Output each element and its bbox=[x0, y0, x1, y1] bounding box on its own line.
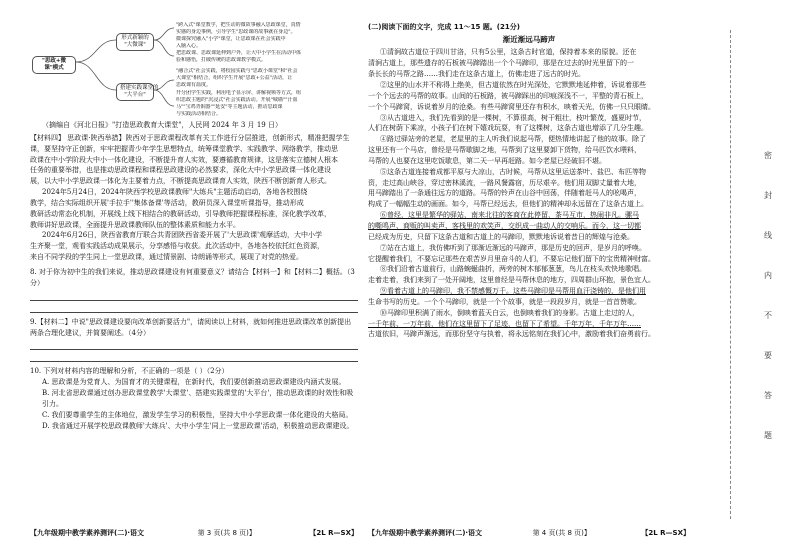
footer-page: 第 4 页(共 8 页)】 bbox=[532, 529, 591, 537]
material-line: 教研活动常态化机制，开展线上线下相结合的教研活动，引导教师把握课程标准，深化教学改革， bbox=[30, 209, 331, 218]
margin-char: 封 bbox=[764, 191, 772, 200]
article-line: 人们在树荫下乘凉，小孩子们在树下嬉戏玩耍，有了这棵树，这条古道也增添了几分生趣。 bbox=[368, 124, 648, 133]
article-line-underlined: ⑥曾经，这里是繁华的驿站，南来北往的客商在此停留，茶马互市，热闹非凡。骡马 bbox=[380, 211, 639, 220]
material-line: 生齐聚一堂，观看实践活动成果展示，分享感悟与收获。此次活动中，各地各校依托红色资源， bbox=[30, 242, 324, 251]
article-line: 生命书写的历史。一个个马蹄印，就是一个个故事，就是一段段岁月，就是一首首赞歌。 bbox=[368, 297, 641, 306]
article-line: 已经成为历史，只留下这条古道和古道上的马蹄印，默默地诉说着昔日的辉煌与沧桑。 bbox=[368, 232, 634, 241]
footer-page: 第 3 页(共 8 页)】 bbox=[197, 529, 256, 537]
material-line: 任务的重要举措，也是推动思政课程和课程思政建设的必然要求，深化大中小学思政课一体化建设 bbox=[30, 166, 331, 175]
option-c: C. 我们要尊重学生的主体地位，激发学生学习的积极性，坚持大中小学思政课一体化建设的大格局。 bbox=[42, 410, 353, 419]
article-line: 清涧古道上，那些遗存的石板被马蹄踏出一个个马蹄印，那是在过去的时光里留下的一 bbox=[368, 59, 634, 68]
question-9-text: 9.【材料二】中说"思政课建设要向改革创新要活力"，请阅读以上材料，就如何推进思政课改革创新提出两条合理化建议，并简要阐述。（4分） bbox=[30, 317, 352, 337]
material-line: 来自不同学段的学生同上一堂思政课，通过情景剧、诗朗诵等形式，展现了对党的热爱。 bbox=[30, 253, 303, 262]
binding-margin bbox=[722, 0, 794, 549]
article-line: 条长长的马帮之路……我们走在这条古道上，仿佛走进了远古的时光。 bbox=[368, 70, 585, 79]
article-line: ②这里的山水并不称得上绝美，但古道依然在时光深处，它默默地延伸着，诉说着那些 bbox=[380, 81, 646, 89]
option-a: A. 思政课是为党育人、为国育才的关键课程，在新时代，我们要创新推动思政课建设内涵式发展。 bbox=[42, 378, 346, 387]
mindmap-branch1: 形式新颖的 "大微课" bbox=[116, 33, 154, 51]
material-line: 2024年5月24日，2024年陕西学校思政课教师"大练兵"主题活动启动，各地各校围绕 bbox=[42, 188, 308, 197]
question-9 bbox=[30, 317, 358, 363]
margin-char: 密 bbox=[764, 151, 772, 160]
material-line: 教学，结合实际组织开展'手拉手''集体备课'等活动，教研员深入课堂听课指导，推动形成 bbox=[30, 198, 304, 207]
footer-title: 【九年级期中教学素养测评(二)·语文 bbox=[368, 529, 483, 537]
article-line: 构成了一幅幅生动的画面。如今，马帮已经远去，但他们的精神却永远留在了这条古道上。 bbox=[368, 200, 648, 209]
left-page bbox=[30, 22, 358, 526]
answer-line[interactable] bbox=[30, 351, 358, 362]
section-title: (二)阅读下面的文字，完成 11～15 题。(21分) bbox=[368, 23, 520, 31]
mindmap-text3: 开分团学生实践，利用电子显示屏、讲解视频等方式，组 织思政主题的"沉浸式"社会实践活动。开展"城墙""汗血 马""宝鸡青铜器""延安"等主题活动，推动思政课 与实践活动相结合。 bbox=[176, 90, 302, 117]
mindmap-center: "思政+微课"模式 bbox=[32, 56, 76, 74]
article-line: ⑩马蹄印里积满了雨水，倒映着蓝天白云，也倒映着我们的身影。古道上走过的人， bbox=[380, 308, 639, 317]
material-line: 【材料四】 思政课·陕西举措】陕西对于思政课程改革有关工作进行分层推进，创新形式，精准把握学生 bbox=[30, 133, 350, 142]
question-10-text: 10. 下列对材料内容的理解和分析，不正确的一项是（ ）（2分） bbox=[30, 367, 229, 376]
footer-code: 【2L R—SX】 bbox=[309, 529, 358, 537]
margin-char: 题 bbox=[764, 431, 772, 440]
footer-code: 【2L R—SX】 bbox=[641, 529, 690, 537]
article-line: 马帮的人也要在这里吃饭歇息，第二天一早再赶路。如今老屋已经破旧不堪。 bbox=[368, 156, 606, 165]
margin-char: 要 bbox=[764, 351, 772, 360]
article-line: 走着走着，我们来到了一处开阔地，这里曾经是马帮休息的地方，四周群山环抱，景色宜人。 bbox=[368, 276, 655, 285]
question-10 bbox=[30, 366, 358, 431]
mindmap bbox=[30, 22, 358, 118]
margin-char: 不 bbox=[764, 311, 772, 320]
material-2 bbox=[30, 133, 358, 263]
binding-line bbox=[730, 30, 731, 519]
material-line: 政课在中小学阶段大中小一体化建设，不断提升育人实效，要遵循教育规律，这是落实立德树人根本 bbox=[30, 155, 338, 164]
footer-title: 【九年级期中教学素养测评(二)·语文 bbox=[30, 529, 145, 537]
article-line-underlined: 一千年前、一万年前，他们在这里留下了足迹，也留下了希望。千年万年，千年万年…… bbox=[368, 319, 641, 328]
question-8 bbox=[30, 267, 358, 313]
margin-char: 内 bbox=[764, 271, 772, 280]
article-line: ①清涧故古道位于四川甘洛，只有5公里，这条古时官道，保持着本来的原貌。还在 bbox=[380, 48, 637, 57]
answer-line[interactable] bbox=[30, 339, 358, 350]
margin-char: 答 bbox=[764, 391, 772, 400]
right-page bbox=[368, 22, 690, 526]
left-footer bbox=[30, 528, 358, 539]
article-line: 它提醒着我们，不要忘记那些在艰苦岁月里奋斗的人们，不要忘记他们留下的宝贵精神财富。 bbox=[368, 254, 655, 263]
material-line: 展，以大中小学思政课一体化为主要着力点，不断提高思政课育人实效，陕西不断创新育人形式。 bbox=[30, 177, 331, 186]
article-line: ⑦站在古道上，我仿佛听到了那渐近渐远的马蹄声，那是历史的回声，是岁月的呼唤。 bbox=[380, 243, 646, 252]
material-line: 2024年6月26日，陕西省教育厅联合共青团陕西省委开展了'大思政课'观摩活动，大中小学 bbox=[42, 231, 323, 240]
margin-char: 线 bbox=[764, 231, 772, 240]
article-line: ⑤这条古道连接着成都平原与大凉山，古时候，马帮从这里运送茶叶、盐巴、布匹等物 bbox=[380, 167, 646, 176]
article-line: 一个个马蹄窝，诉说着岁月的沧桑。有些马蹄窝里还存有积水，映着天光，仿佛一只只眼睛。 bbox=[368, 102, 655, 111]
mindmap-text2: "融合式"社会实践，将校园实践与"思政小课堂"和"社会 大课堂"相结合，组织学生开展"思政+公益"活动，让 思政课有温度。 bbox=[176, 68, 298, 88]
article-line-underlined: ⑨看着古道上的马蹄印，我不禁感慨万千。这些马蹄印是马帮用血汗浇铸的，是他们用 bbox=[380, 287, 646, 296]
article-line-underlined: 的嘶鸣声、商贩的叫卖声、客栈里的欢笑声，交织成一曲动人的交响乐。而今，这一切都 bbox=[368, 221, 641, 230]
mindmap-branch2: 搭建实践课堂的 "大平台" bbox=[116, 83, 154, 101]
article-line: ⑧我们沿着古道前行，山路蜿蜒曲折，两旁的树木郁郁葱葱，鸟儿在枝头欢快地歌唱。 bbox=[380, 265, 646, 274]
article-line: ③从古道进入，我们先看到的是一棵树，不算很高，树干粗壮，枝叶繁茂，盛夏时节， bbox=[380, 113, 646, 122]
answer-line[interactable] bbox=[30, 290, 358, 301]
mindmap-caption: （摘编自《河北日报》"打造思政教育大课堂"，人民网 2024 年 3 月 19 日） bbox=[42, 121, 282, 129]
material-line: 教师讲好思政课，全面提升思政课教师队伍的整体素质和能力水平。 bbox=[30, 220, 240, 229]
article-line: 古道依旧，马蹄声渐远，而那份坚守与执着，将永远铭刻在我们心中，激励着我们奋勇前行。 bbox=[368, 330, 655, 339]
article-line: 这里还有一个马店，曾经是马帮歇脚之地，马帮到了这里要卸下货物，给马匹饮水喂料， bbox=[368, 146, 641, 155]
article-line: 资，走过高山峡谷，穿过密林溪流，一路风餐露宿，历尽艰辛。他们用双脚丈量着大地， bbox=[368, 178, 641, 187]
article-line: 用马蹄踏出了一条通往远方的道路。马帮的铃声在山谷中回荡，伴随着赶马人的吆喝声， bbox=[368, 189, 641, 198]
article-title: 渐近渐远马蹄声 bbox=[502, 34, 556, 44]
question-8-text: 8. 对于你为初中生的我们来说，推动思政课建设有何重要意义？请结合【材料一】和【材料二】概括。（3分） bbox=[30, 267, 355, 287]
option-d: D. 我省通过开展学校思政课教师'大练兵'、大中小学生'同上一堂思政课'活动，积极推动思政课建设。 bbox=[42, 421, 354, 430]
right-footer bbox=[368, 528, 690, 539]
article-line: ④路过驿站旁的老屋，老屋里的主人听我们说起马帮，便热情地讲起了他的故事。除了 bbox=[380, 135, 646, 144]
answer-line[interactable] bbox=[30, 302, 358, 313]
article-body bbox=[368, 47, 690, 340]
option-b: B. 河北省思政课通过创办思政课堂教学'大课堂'、搭建实践课堂的'大平台'，推动思政课的时效性和吸引力。 bbox=[42, 389, 354, 408]
material-line: 课，要坚持守正创新，牢牢把握青少年学生思想特点，统筹课堂教学、实践教学、网络教学，推动思 bbox=[30, 144, 338, 153]
article-line: 一个个远去的马帮的故事。山间的石板路，被马蹄踩出的印痕深浅不一，平整的青石板上， bbox=[368, 91, 648, 100]
mindmap-text1: "跨入式"课堂教学，把生动的微故事融入思政课堂，真情 实感的身边事例，引导学生"思政课的故事就在身边"。 微课探究融入"小学"课堂，让思政课在社会实践中 入脑入心。 把思政课、思政课延伸到户外，让大中小学生在活动中体 验和感悟，打破传统的思政课教学模式。 bbox=[176, 22, 302, 63]
